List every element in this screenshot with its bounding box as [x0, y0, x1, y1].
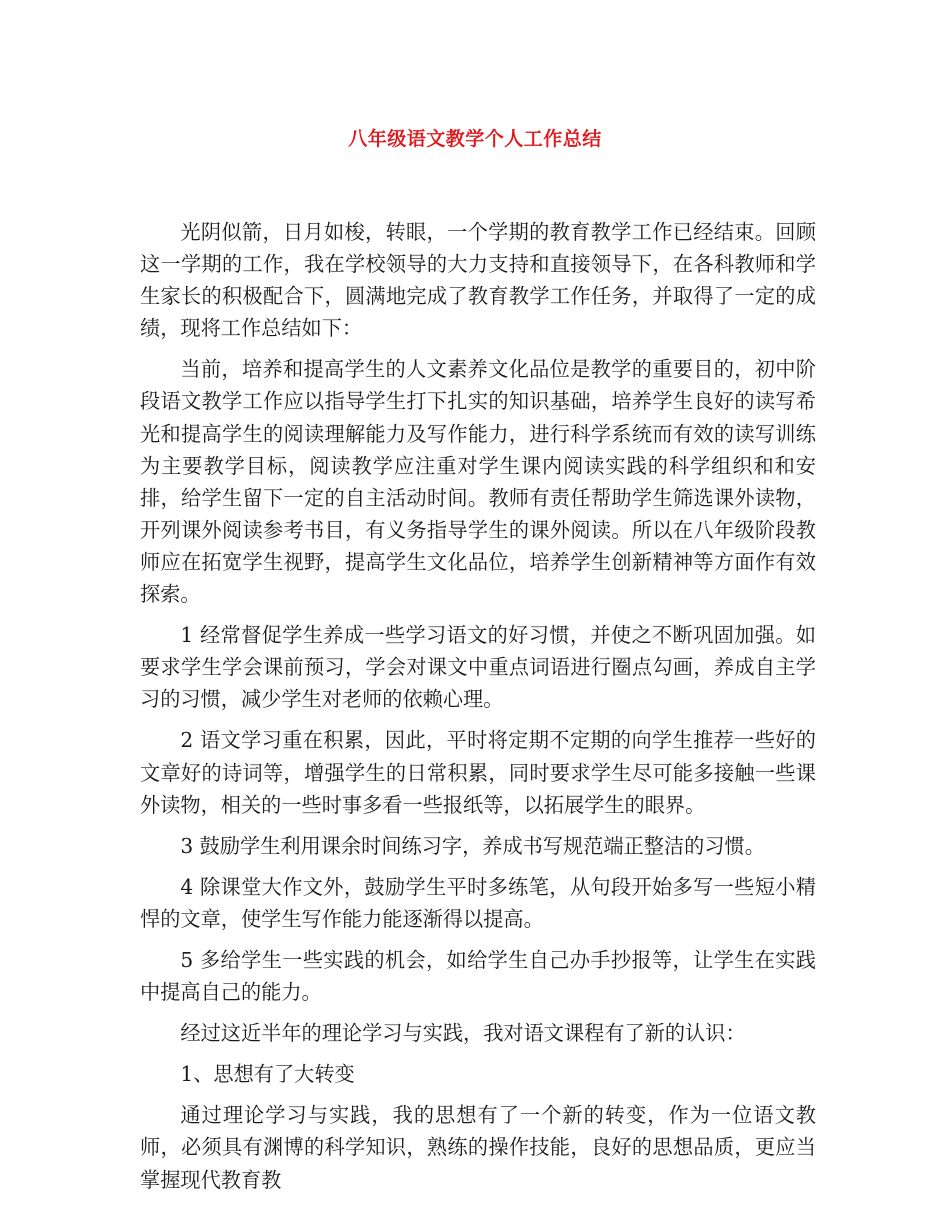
section-heading: 1、思想有了大转变: [180, 1062, 355, 1087]
document-body: [140, 216, 816, 1205]
paragraph: 4 除课堂大作文外，鼓励学生平时多练笔，从句段开始多写一些短小精悍的文章，使学生写作能力能逐渐得以提高。: [140, 874, 816, 931]
paragraph: 1 经常督促学生养成一些学习语文的好习惯，并使之不断巩固加强。如要求学生学会课前预习，学会对课文中重点词语进行圈点勾画，养成自主学习的习惯，减少学生对老师的依赖心理。: [140, 623, 816, 712]
paragraph: 光阴似箭，日月如梭，转眼，一个学期的教育教学工作已经结束。回顾这一学期的工作，我在学校领导的大力支持和直接领导下，在各科教师和学生家长的积极配合下，圆满地完成了教育教学工作任务，并取得了一定的成绩，现将工作总结如下：: [140, 220, 816, 341]
paragraph: 通过理论学习与实践，我的思想有了一个新的转变，作为一位语文教师，必须具有渊博的科学知识，熟练的操作技能，良好的思想品质，更应当掌握现代教育教: [140, 1103, 816, 1192]
paragraph: 2 语文学习重在积累，因此，平时将定期不定期的向学生推荐一些好的文章好的诗词等，增强学生的日常积累，同时要求学生尽可能多接触一些课外读物，相关的一些时事多看一些报纸等，以拓展学生的眼界。: [140, 728, 816, 817]
paragraph: 3 鼓励学生利用课余时间练习字，养成书写规范端正整洁的习惯。: [180, 833, 765, 858]
paragraph: 经过这近半年的理论学习与实践，我对语文课程有了新的认识：: [180, 1021, 746, 1046]
paragraph: 当前，培养和提高学生的人文素养文化品位是教学的重要目的，初中阶段语文教学工作应以指导学生打下扎实的知识基础，培养学生良好的读写希光和提高学生的阅读理解能力及写作能力，进行科学系统而有效的读写训练为主要教学目标，阅读教学应注重对学生课内阅读实践的科学组织和和安排，给学生留下一定的自主活动时间。教师有责任帮助学生筛选课外读物，开列课外阅读参考书目，有义务指导学生的课外阅读。所以在八年级阶段教师应在拓宽学生视野，提高学生文化品位，培养学生创新精神等方面作有效探索。: [140, 357, 816, 607]
paragraph: 5 多给学生一些实践的机会，如给学生自己办手抄报等，让学生在实践中提高自己的能力。: [140, 947, 816, 1005]
document-title: 八年级语文教学个人工作总结: [348, 128, 602, 150]
